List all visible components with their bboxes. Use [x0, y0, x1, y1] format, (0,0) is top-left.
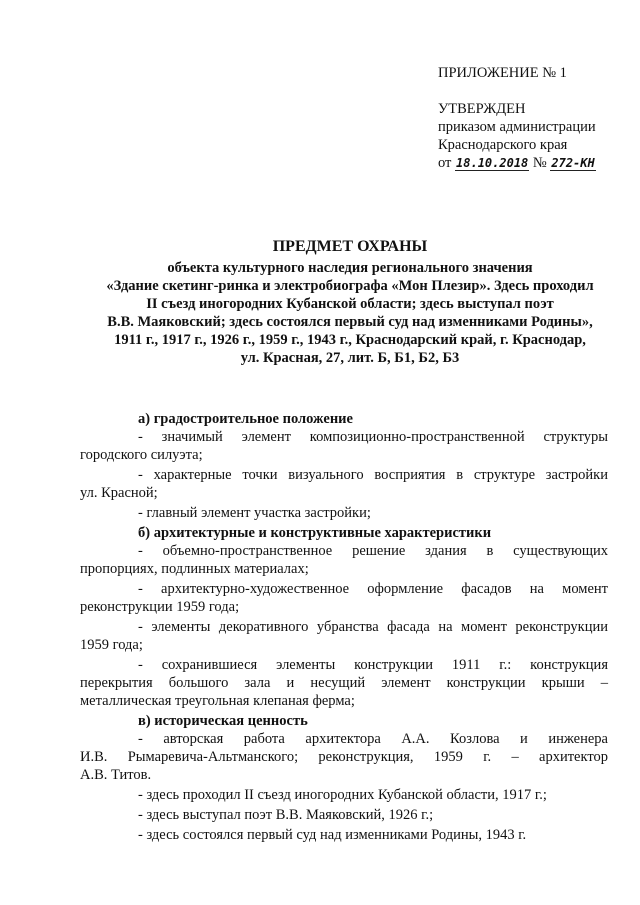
order-line-1: приказом администрации: [438, 119, 596, 135]
order-line-2: Краснодарского края: [438, 137, 568, 153]
a2-line-2: ул. Красной;: [80, 485, 158, 501]
approved-label: УТВЕРЖДЕН: [438, 101, 526, 117]
order-date: 18.10.2018: [456, 156, 529, 170]
b3-line-1: - элементы декоративного убранства фасада на момент реконструкции: [138, 619, 608, 635]
b2-line-2: реконструкции 1959 года;: [80, 599, 240, 615]
section-a-heading: а) градостроительное положение: [138, 411, 353, 427]
title-line-4: В.В. Маяковский; здесь состоялся первый суд над изменниками Родины»,: [107, 314, 593, 330]
a1-line-1: - значимый элемент композиционно-пространственной структуры: [138, 429, 608, 445]
number-prefix: №: [532, 155, 547, 171]
title-line-2: «Здание скетинг-ринка и электробиографа «Мон Плезир». Здесь проходил: [106, 278, 594, 294]
document-body: [80, 410, 608, 844]
c4-line: - здесь состоялся первый суд над изменниками Родины, 1943 г.: [138, 827, 527, 843]
title-line-5: 1911 г., 1917 г., 1926 г., 1959 г., 1943 г., Краснодарский край, г. Краснодар,: [114, 332, 586, 348]
a3-line: - главный элемент участка застройки;: [138, 505, 371, 521]
b4-line-3: металлическая треугольная клепаная ферма;: [80, 693, 355, 709]
a2-line-1: - характерные точки визуального восприятия в структуре застройки: [138, 467, 608, 483]
appendix-number: ПРИЛОЖЕНИЕ № 1: [438, 65, 567, 81]
c3-line: - здесь выступал поэт В.В. Маяковский, 1926 г.;: [138, 807, 434, 823]
date-prefix: от: [438, 155, 452, 171]
approval-block: [438, 64, 638, 172]
section-c-heading: в) историческая ценность: [138, 713, 308, 729]
b4-line-2: перекрытия большого зала и несущий элемент конструкции крыши –: [80, 675, 608, 691]
title-line-1: объекта культурного наследия регионального значения: [167, 260, 533, 276]
page-title: ПРЕДМЕТ ОХРАНЫ: [272, 238, 428, 255]
section-b-heading: б) архитектурные и конструктивные характеристики: [138, 525, 492, 541]
title-block: [60, 237, 640, 367]
order-number: 272-КН: [551, 156, 595, 170]
c1-line-1: - авторская работа архитектора А.А. Козлова и инженера: [138, 731, 608, 747]
b1-line-2: пропорциях, подлинных материалах;: [80, 561, 309, 577]
c2-line: - здесь проходил II съезд иногородних Кубанской области, 1917 г.;: [138, 787, 547, 803]
c1-line-3: А.В. Титов.: [80, 767, 152, 783]
b3-line-2: 1959 года;: [80, 637, 143, 653]
title-line-3: II съезд иногородних Кубанской области; здесь выступал поэт: [146, 296, 554, 312]
b1-line-1: - объемно-пространственное решение здания в существующих: [138, 543, 608, 559]
c1-line-2: И.В. Рымаревича-Альтманского; реконструкция, 1959 г. – архитектор: [80, 749, 608, 765]
b2-line-1: - архитектурно-художественное оформление фасадов на момент: [138, 581, 608, 597]
title-line-6: ул. Красная, 27, лит. Б, Б1, Б2, Б3: [240, 350, 460, 366]
order-date-line: [438, 154, 638, 172]
a1-line-2: городского силуэта;: [80, 447, 203, 463]
b4-line-1: - сохранившиеся элементы конструкции 1911 г.: конструкция: [138, 657, 608, 673]
